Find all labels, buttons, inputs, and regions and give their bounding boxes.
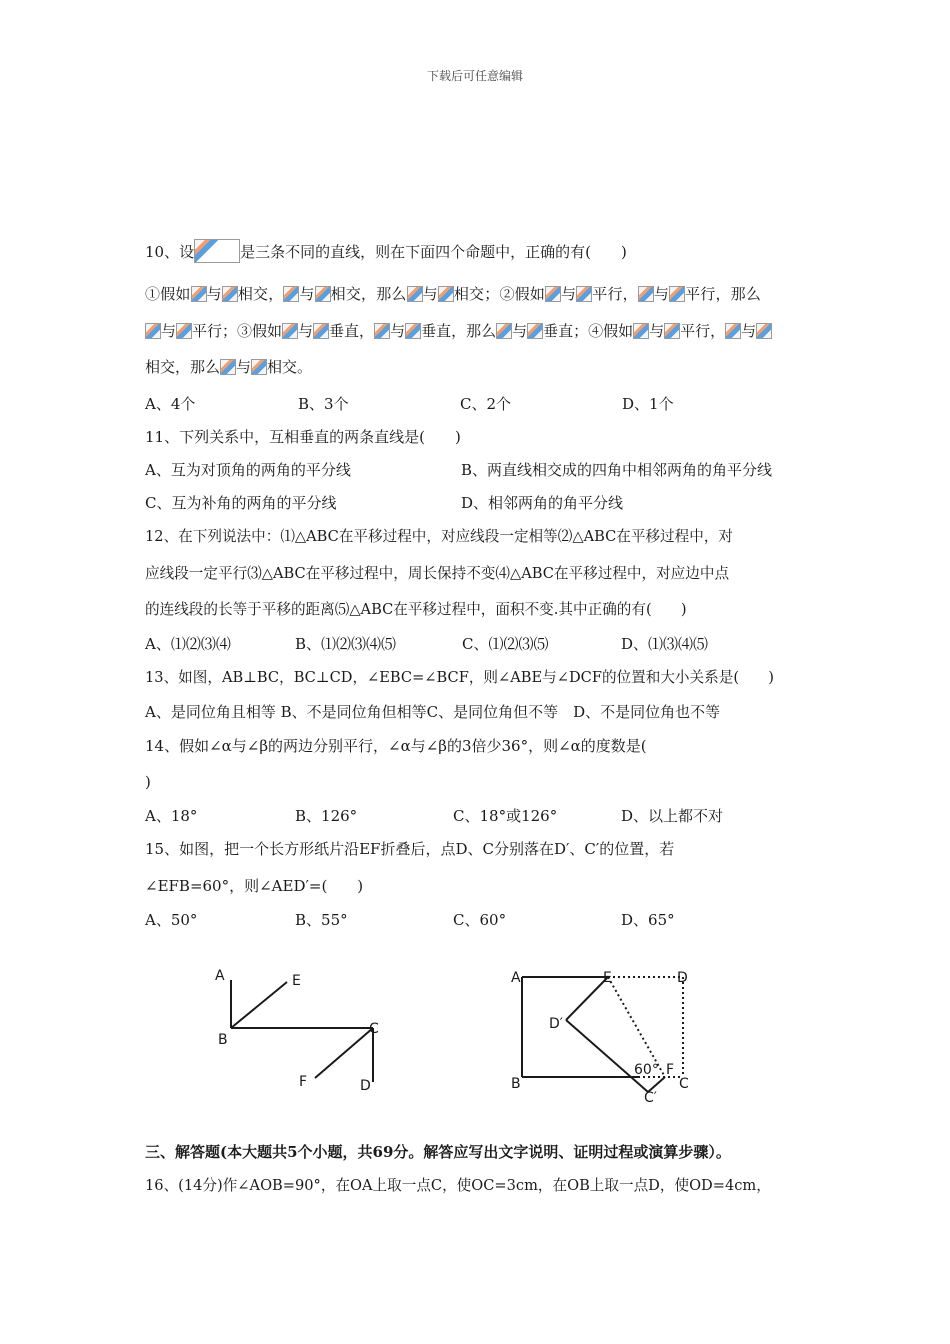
- figure-q15: [505, 962, 705, 1104]
- image-placeholder-icon: [251, 359, 267, 375]
- q13-stem: 13、如图，AB⊥BC，BC⊥CD，∠EBC=∠BCF，则∠ABE与∠DCF的位置和大小关系是( ): [145, 669, 774, 686]
- q12-line1: 12、在下列说法中：⑴△ABC在平移过程中，对应线段一定相等⑵△ABC在平移过程中，对: [145, 528, 734, 545]
- q10-text-fragment: 相交；②假如: [453, 285, 546, 303]
- image-placeholder-icon: [313, 323, 329, 339]
- q14-option-b: B、126°: [295, 807, 358, 825]
- image-placeholder-icon: [191, 286, 207, 302]
- q10-stem: 10、设 是三条不同的直线，则在下面四个命题中，正确的有( ): [145, 239, 627, 263]
- q11-options-row2: [145, 493, 845, 513]
- q10-text-fragment: ①假如: [145, 285, 191, 303]
- q10-option-b: B、3个: [298, 395, 349, 413]
- q15-options: [145, 910, 845, 930]
- figure-q13: [205, 960, 395, 1100]
- image-placeholder-icon: [407, 286, 423, 302]
- q12-line2: 应线段一定平行⑶△ABC在平移过程中，周长保持不变⑷△ABC在平移过程中，对应边中点: [145, 565, 730, 582]
- image-placeholder-icon: [282, 323, 298, 339]
- image-placeholder-icon: [145, 323, 161, 339]
- q10-text-fragment: 与: [741, 322, 757, 340]
- q10-text-fragment: 相交，: [237, 285, 284, 303]
- label-d-prime: D′: [549, 1016, 563, 1032]
- q12-option-b: B、⑴⑵⑶⑷⑸: [295, 635, 397, 653]
- image-placeholder-icon: [374, 323, 390, 339]
- q10-options: [145, 394, 845, 414]
- section3-title: 三、解答题(本大题共5个小题，共69分。解答应写出文字说明、证明过程或演算步骤）。: [145, 1143, 731, 1161]
- q12-option-a: A、⑴⑵⑶⑷: [145, 635, 231, 653]
- q10-option-d: D、1个: [622, 395, 674, 413]
- q10-text-fragment: 平行，: [680, 322, 726, 340]
- q15-option-a: A、50°: [145, 911, 198, 929]
- q14-line2: ): [145, 773, 151, 791]
- q10-text-fragment: 平行；③假如: [192, 322, 283, 340]
- label-e: E: [292, 973, 301, 989]
- image-placeholder-icon: [283, 286, 299, 302]
- image-placeholder-icon: [638, 286, 654, 302]
- label-angle-60: 60°: [634, 1062, 659, 1078]
- segment-ed-prime: [566, 977, 608, 1020]
- q10-text-fragment: 与: [206, 285, 222, 303]
- q14-line1: 14、假如∠α与∠β的两边分别平行，∠α与∠β的3倍少36°，则∠α的度数是(: [145, 737, 647, 755]
- q15-line1: 15、如图，把一个长方形纸片沿EF折叠后，点D、C分别落在D′、C′的位置，若: [145, 840, 675, 858]
- label-a: A: [511, 970, 521, 986]
- q10-text-fragment: 垂直；④假如: [543, 322, 634, 340]
- q12-line3: 的连线段的长等于平移的距离⑸△ABC在平移过程中，面积不变.其中正确的有( ): [145, 601, 687, 618]
- image-placeholder-icon: [576, 286, 592, 302]
- label-f: F: [299, 1074, 308, 1090]
- q10-option-c: C、2个: [460, 395, 512, 413]
- q10-text-fragment: 相交，那么: [330, 285, 407, 303]
- q11-stem: 11、下列关系中，互相垂直的两条直线是( ): [145, 428, 461, 446]
- header-note: 下载后可任意编辑: [426, 69, 523, 83]
- q10-text-fragment: 平行，那么: [685, 285, 762, 303]
- image-placeholder-icon: [664, 323, 680, 339]
- image-placeholder-icon: [194, 239, 240, 263]
- q10-text-fragment: 相交，那么: [145, 358, 221, 376]
- label-c: C: [369, 1021, 379, 1037]
- image-placeholder-icon: [222, 286, 238, 302]
- image-placeholder-icon: [496, 323, 512, 339]
- q10-line2: [145, 321, 772, 341]
- image-placeholder-icon: [545, 286, 561, 302]
- q12-option-d: D、⑴⑶⑷⑸: [621, 635, 709, 653]
- q10-text-fragment: 与: [390, 322, 406, 340]
- label-f: F: [666, 1062, 675, 1078]
- q10-text-fragment: 垂直，那么: [421, 322, 497, 340]
- label-d: D: [360, 1078, 371, 1094]
- q10-text-fragment: 与: [161, 322, 177, 340]
- q10-text-fragment: 与: [236, 358, 252, 376]
- q15-line2: ∠EFB=60°，则∠AED′=( ): [145, 877, 364, 895]
- image-placeholder-icon: [438, 286, 454, 302]
- q10-text-fragment: 与: [299, 285, 315, 303]
- q11-option-b: B、两直线相交成的四角中相邻两角的角平分线: [461, 461, 773, 479]
- q10-text-fragment: 与: [512, 322, 528, 340]
- label-e: E: [603, 970, 612, 986]
- q10-option-a: A、4个: [145, 395, 196, 413]
- q16-line1: 16、(14分)作∠AOB=90°，在OA上取一点C，使OC=3cm，在OB上取一点D，使OD=4cm，: [145, 1177, 771, 1194]
- q14-option-c: C、18°或126°: [453, 807, 558, 825]
- image-placeholder-icon: [669, 286, 685, 302]
- q14-options: [145, 806, 845, 826]
- q13-options: A、是同位角且相等 B、不是同位角但相等C、是同位角但不等 D、不是同位角也不等: [145, 703, 721, 721]
- label-b: B: [218, 1032, 228, 1048]
- q14-option-d: D、以上都不对: [621, 807, 724, 825]
- image-placeholder-icon: [220, 359, 236, 375]
- image-placeholder-icon: [725, 323, 741, 339]
- q10-text-fragment: 垂直，: [329, 322, 375, 340]
- label-a: A: [215, 968, 225, 984]
- q15-option-d: D、65°: [621, 911, 675, 929]
- image-placeholder-icon: [405, 323, 421, 339]
- segment-be: [231, 982, 287, 1028]
- image-placeholder-icon: [176, 323, 192, 339]
- q10-text-fragment: 与: [561, 285, 577, 303]
- segment-d-prime-c-prime: [566, 1020, 648, 1092]
- q12-option-c: C、⑴⑵⑶⑸: [462, 635, 549, 653]
- label-b: B: [511, 1076, 521, 1092]
- q11-option-a: A、互为对顶角的两角的平分线: [145, 461, 351, 479]
- q10-text-fragment: 与: [653, 285, 670, 303]
- q14-option-a: A、18°: [145, 807, 198, 825]
- q10-text-fragment: 与: [298, 322, 314, 340]
- q11-options-row1: [145, 460, 845, 480]
- label-c-prime: C′: [644, 1090, 657, 1104]
- segment-cf: [315, 1028, 373, 1078]
- q10-text-fragment: 相交。: [267, 358, 313, 376]
- image-placeholder-icon: [315, 286, 331, 302]
- q15-option-c: C、60°: [453, 911, 507, 929]
- image-placeholder-icon: [527, 323, 543, 339]
- q15-option-b: B、55°: [295, 911, 348, 929]
- q10-line1: [145, 284, 761, 304]
- q10-line3: [145, 357, 312, 377]
- label-c: C: [679, 1076, 689, 1092]
- q11-option-d: D、相邻两角的角平分线: [461, 494, 624, 512]
- q12-options: [145, 634, 845, 654]
- q10-text-fragment: 平行，: [592, 285, 638, 303]
- q10-text-fragment: 与: [649, 322, 665, 340]
- q10-text-fragment: 与: [422, 285, 438, 303]
- image-placeholder-icon: [633, 323, 649, 339]
- label-d: D: [677, 970, 688, 986]
- q11-option-c: C、互为补角的两角的平分线: [145, 494, 337, 512]
- image-placeholder-icon: [756, 323, 772, 339]
